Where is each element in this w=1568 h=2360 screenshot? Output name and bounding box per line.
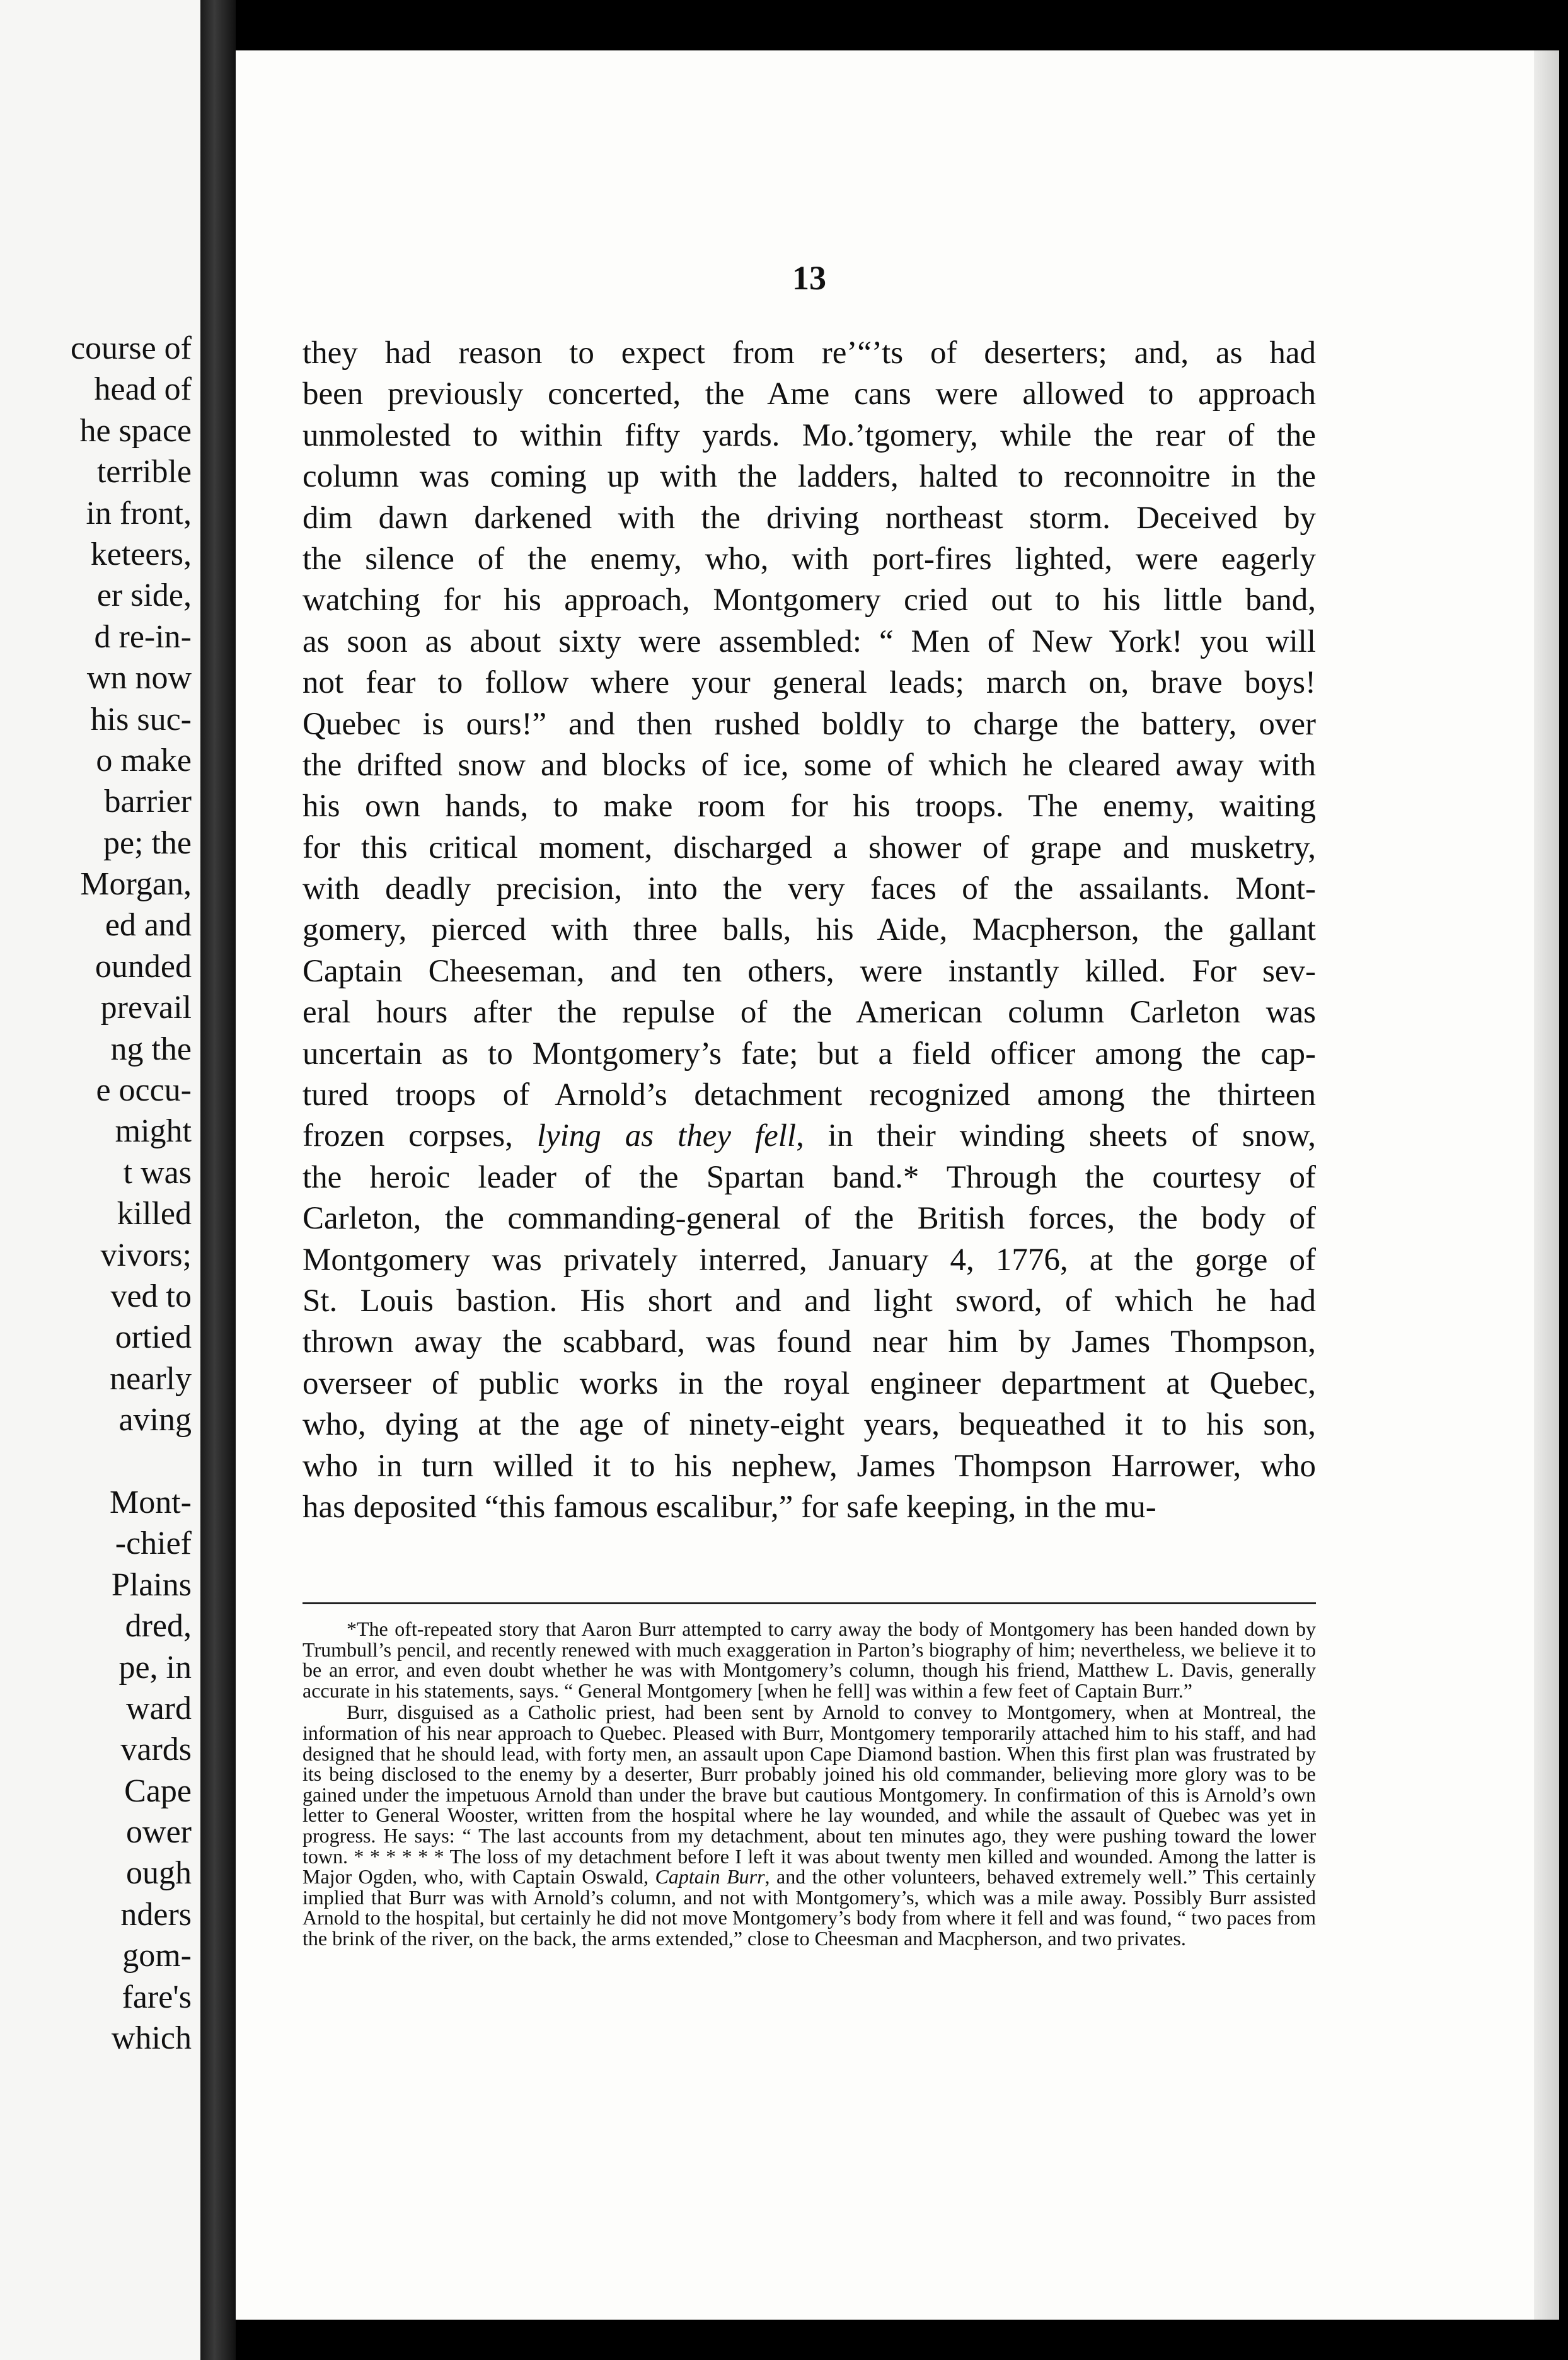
body-line: his own hands, to make room for his troops. The enemy, waiting — [303, 789, 1316, 824]
left-page-line: terrible — [96, 454, 192, 490]
body-line: Quebec is ours!” and then rushed boldly to charge the battery, over — [303, 706, 1316, 742]
body-line: dim dawn darkened with the driving northeast storm. Deceived by — [303, 500, 1316, 536]
left-page-line: ved to — [110, 1278, 192, 1314]
left-page-line: killed — [117, 1196, 192, 1232]
left-page-line: Plains — [111, 1566, 192, 1603]
left-page-text — [3, 328, 192, 2059]
left-page-line: ed and — [105, 907, 192, 944]
left-page-line: o make — [96, 742, 192, 778]
body-line: overseer of public works in the royal engineer department at Quebec, — [303, 1365, 1316, 1401]
body-line: not fear to follow where your general leads; march on, brave boys! — [303, 665, 1316, 701]
left-page-line: ough — [126, 1855, 192, 1892]
left-page-line: Cape — [124, 1773, 192, 1809]
body-line: frozen corpses, lying as they fell, in their winding sheets of snow, — [303, 1118, 1316, 1154]
body-line: has deposited “this famous escalibur,” for safe keeping, in the mu- — [303, 1489, 1156, 1525]
left-page-line: head of — [94, 371, 192, 408]
body-line: watching for his approach, Montgomery cried out to his little band, — [303, 582, 1316, 618]
left-page-line: nearly — [110, 1360, 192, 1397]
body-line: uncertain as to Montgomery’s fate; but a field officer among the cap- — [303, 1036, 1316, 1072]
left-page-line: which — [111, 2020, 192, 2057]
left-page-line: barrier — [104, 784, 192, 820]
left-page-line: prevail — [100, 990, 192, 1026]
left-page-line: his suc- — [90, 701, 192, 738]
left-page-line: ounded — [95, 948, 192, 985]
body-line: the silence of the enemy, who, with port-fires lighted, were eagerly — [303, 541, 1316, 577]
book-gutter — [200, 0, 236, 2360]
left-page-line: er side, — [96, 577, 192, 614]
body-line: column was coming up with the ladders, halted to reconnoitre in the — [303, 459, 1316, 495]
left-page-line: wn now — [86, 660, 192, 697]
left-page-line: keteers, — [90, 536, 192, 572]
left-page-line: Morgan, — [80, 866, 192, 903]
left-page-fragment — [0, 0, 200, 2360]
body-line: Carleton, the commanding-general of the British forces, the body of — [303, 1201, 1316, 1237]
left-page-line: in front, — [86, 495, 192, 531]
left-page-line: -chief — [115, 1525, 192, 1562]
left-page-line: t was — [123, 1154, 192, 1191]
left-page-line: nders — [120, 1896, 192, 1933]
left-page-line: pe; the — [103, 824, 192, 861]
body-line: as soon as about sixty were assembled: “ Men of New York! you will — [303, 623, 1316, 659]
page-number: 13 — [792, 259, 826, 297]
body-line: Montgomery was privately interred, January 4, 1776, at the gorge of — [303, 1242, 1316, 1278]
left-page-line: fare's — [122, 1979, 192, 2015]
left-page-line: ortied — [115, 1319, 192, 1356]
left-page-line: ng the — [110, 1031, 192, 1067]
left-page-line: he space — [79, 412, 192, 449]
left-page-line: vards — [120, 1732, 192, 1768]
left-page-line: vivors; — [100, 1237, 192, 1273]
body-text — [303, 333, 1316, 1528]
italic-phrase: lying as they fell — [536, 1118, 797, 1154]
left-page-line: might — [115, 1113, 192, 1150]
body-line: eral hours after the repulse of the American column Carleton was — [303, 995, 1316, 1031]
left-page-line: e occu- — [96, 1072, 192, 1109]
body-line: with deadly precision, into the very faces of the assailants. Mont- — [303, 871, 1316, 907]
body-line: the heroic leader of the Spartan band.* Through the courtesy of — [303, 1159, 1316, 1195]
body-line: Captain Cheeseman, and ten others, were instantly killed. For sev- — [303, 953, 1316, 989]
left-page-line: aving — [118, 1402, 192, 1438]
body-line: for this critical moment, discharged a shower of grape and musketry, — [303, 830, 1316, 865]
footnote-paragraph: *The oft-repeated story that Aaron Burr attempted to carry away the body of Montgomery has been handed down by Trumbull’s pencil, and recently renewed with much exaggeration in Parton’s biography of him; nevertheless, we believe it to be an error, and even doubt whether he was with Montgomery’s column, though his friend, Matthew L. Davis, generally accurate in his statements, says. “ General Montgomery [when he fell] was within a few feet of Captain Burr.” — [303, 1617, 1316, 1702]
left-page-line — [3, 1441, 192, 1482]
page-edge — [1534, 50, 1559, 2320]
body-line: gomery, pierced with three balls, his Aide, Macpherson, the gallant — [303, 912, 1316, 948]
body-line: who, dying at the age of ninety-eight years, bequeathed it to his son, — [303, 1407, 1316, 1443]
footnote-rule — [303, 1602, 1316, 1604]
footnotes — [303, 1619, 1316, 1950]
left-page-line: d re-in- — [94, 618, 192, 655]
body-line: St. Louis bastion. His short and and light sword, of which he had — [303, 1283, 1316, 1319]
body-line: they had reason to expect from re’“’ts of deserters; and, as had — [303, 335, 1316, 371]
body-line: unmolested to within fifty yards. Mo.’tgomery, while the rear of the — [303, 417, 1316, 453]
footnote-paragraph: Burr, disguised as a Catholic priest, had been sent by Arnold to convey to Montgomery, when at Montreal, the information of his near approach to Quebec. Pleased with Burr, Montgomery temporarily attached him to his staff, and had designed that he should lead, with forty men, an assault upon Cape Diamond bastion. When this first plan was frustrated by its being disclosed to the enemy by a deserter, Burr probably joined his old commander, believing more glory was to be gained under the impetuous Arnold than under the brave but cautious Montgomery. In confirmation of this is Arnold’s own letter to General Wooster, written from the hospital where he lay wounded, and while the assault of Quebec was yet in progress. He says: “ The last accounts from my detachment, about ten minutes ago, they were pushing toward the lower town. * * * * * * The loss of my detachment before I left it was about twenty men killed and wounded. Among the latter is Major Ogden, who, with Captain Oswald, Captain Burr, and the other volunteers, behaved extremely well.” This certainly implied that Burr was with Arnold’s column, and not with Montgomery’s, which was a mile away. Possibly Burr assisted Arnold to the hospital, but certainly he did not move Montgomery’s body from where it fell and was found, “ two paces from the brink of the river, on the back, the arms extended,” close to Cheesman and Macpherson, and two privates. — [303, 1701, 1317, 1950]
left-page-line: ward — [126, 1690, 192, 1727]
body-line: who in turn willed it to his nephew, James Thompson Harrower, who — [303, 1448, 1316, 1484]
body-line: tured troops of Arnold’s detachment recognized among the thirteen — [303, 1077, 1316, 1113]
left-page-line: ower — [126, 1814, 192, 1851]
body-line: thrown away the scabbard, was found near him by James Thompson, — [303, 1324, 1316, 1360]
book-page — [236, 50, 1559, 2320]
left-page-line: dred, — [125, 1608, 192, 1645]
left-page-line: Mont- — [110, 1484, 192, 1520]
left-page-line: pe, in — [118, 1649, 192, 1686]
body-line: been previously concerted, the Ame cans were allowed to approach — [303, 376, 1316, 412]
body-line: the drifted snow and blocks of ice, some of which he cleared away with — [303, 747, 1316, 783]
italic-phrase: Captain Burr — [655, 1865, 765, 1889]
left-page-line: course of — [70, 330, 192, 366]
left-page-line: gom- — [122, 1938, 192, 1974]
